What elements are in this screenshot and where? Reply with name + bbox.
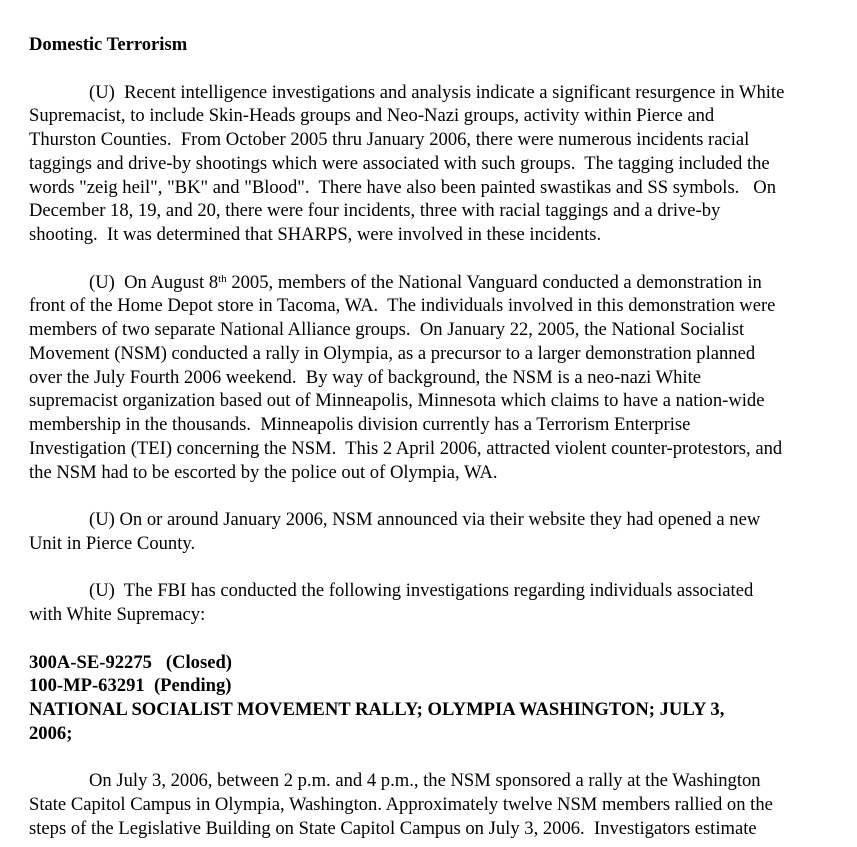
paragraph-line: members of two separate National Alliance groups. On January 22, 2005, the National Socialist — [29, 319, 745, 340]
paragraph-line — [29, 579, 851, 603]
paragraph-resurgence — [29, 81, 851, 247]
spacer — [29, 484, 851, 508]
case-file-closed: 300A-SE-92275 (Closed) — [29, 651, 232, 673]
paragraph-line: Investigation (TEI) concerning the NSM. This 2 April 2006, attracted violent counter-protestors, and — [29, 437, 783, 459]
paragraph-line — [29, 508, 851, 532]
paragraph-text: 2005, members of the National Vanguard conducted a demonstration in — [226, 271, 762, 293]
paragraph-line: Unit in Pierce County. — [29, 532, 196, 554]
paragraph-line: supremacist organization based out of Minneapolis, Minnesota which claims to have a nation-wide — [29, 390, 765, 412]
paragraph-line: front of the Home Depot store in Tacoma, WA. The individuals involved in this demonstration were — [29, 295, 776, 317]
paragraph-national-vanguard — [29, 271, 851, 485]
paragraph-line: State Capitol Campus in Olympia, Washington. Approximately twelve NSM members rallied on the — [29, 794, 773, 815]
paragraph-line: words "zeig heil", "BK" and "Blood". There have also been painted swastikas and SS symbols. On — [29, 176, 777, 198]
spacer — [29, 627, 851, 651]
paragraph-line: the NSM had to be escorted by the police out of Olympia, WA. — [29, 461, 498, 483]
spacer — [29, 746, 851, 770]
spacer — [29, 57, 851, 81]
paragraph-line — [29, 81, 851, 105]
paragraph-line — [29, 769, 851, 793]
paragraph-fbi-investigations — [29, 579, 851, 627]
paragraph-line — [29, 271, 851, 295]
document-page — [29, 33, 851, 841]
paragraph-text: (U) Recent intelligence investigations and analysis indicate a significant resurgence in White — [89, 81, 785, 103]
paragraph-line: membership in the thousands. Minneapolis division currently has a Terrorism Enterprise — [29, 414, 691, 435]
spacer — [29, 247, 851, 271]
paragraph-line: steps of the Legislative Building on State Capitol Campus on July 3, 2006. Investigators estimate — [29, 817, 757, 839]
section-title: Domestic Terrorism — [29, 34, 188, 55]
case-file-pending: 100-MP-63291 (Pending) — [29, 675, 232, 697]
case-heading-line: NATIONAL SOCIALIST MOVEMENT RALLY; OLYMPIA WASHINGTON; JULY 3, — [29, 699, 725, 720]
paragraph-line: shooting. It was determined that SHARPS, were involved in these incidents. — [29, 224, 602, 245]
case-heading-line: 2006; — [29, 722, 73, 744]
paragraph-line: over the July Fourth 2006 weekend. By way of background, the NSM is a neo-nazi White — [29, 366, 701, 388]
paragraph-line: with White Supremacy: — [29, 604, 206, 625]
paragraph-text: On July 3, 2006, between 2 p.m. and 4 p.m., the NSM sponsored a rally at the Washington — [89, 770, 761, 792]
paragraph-line: Supremacist, to include Skin-Heads groups and Neo-Nazi groups, activity within Pierce and — [29, 105, 715, 127]
ordinal-superscript: th — [218, 272, 227, 285]
paragraph-line: taggings and drive-by shootings which were associated with such groups. The tagging included the — [29, 152, 770, 174]
paragraph-text: (U) On August 8 — [89, 271, 219, 293]
paragraph-line: December 18, 19, and 20, there were four incidents, three with racial taggings and a drive-by — [29, 200, 721, 222]
paragraph-text: (U) On or around January 2006, NSM announced via their website they had opened a new — [89, 509, 761, 530]
paragraph-pierce-county-unit — [29, 508, 851, 556]
spacer — [29, 556, 851, 580]
paragraph-text: (U) The FBI has conducted the following investigations regarding individuals associated — [89, 580, 754, 602]
paragraph-olympia-rally — [29, 769, 851, 840]
paragraph-line: Thurston Counties. From October 2005 thru January 2006, there were numerous incidents racial — [29, 129, 750, 150]
paragraph-line: Movement (NSM) conducted a rally in Olympia, as a precursor to a larger demonstration planned — [29, 342, 756, 364]
case-file-list — [29, 651, 851, 746]
